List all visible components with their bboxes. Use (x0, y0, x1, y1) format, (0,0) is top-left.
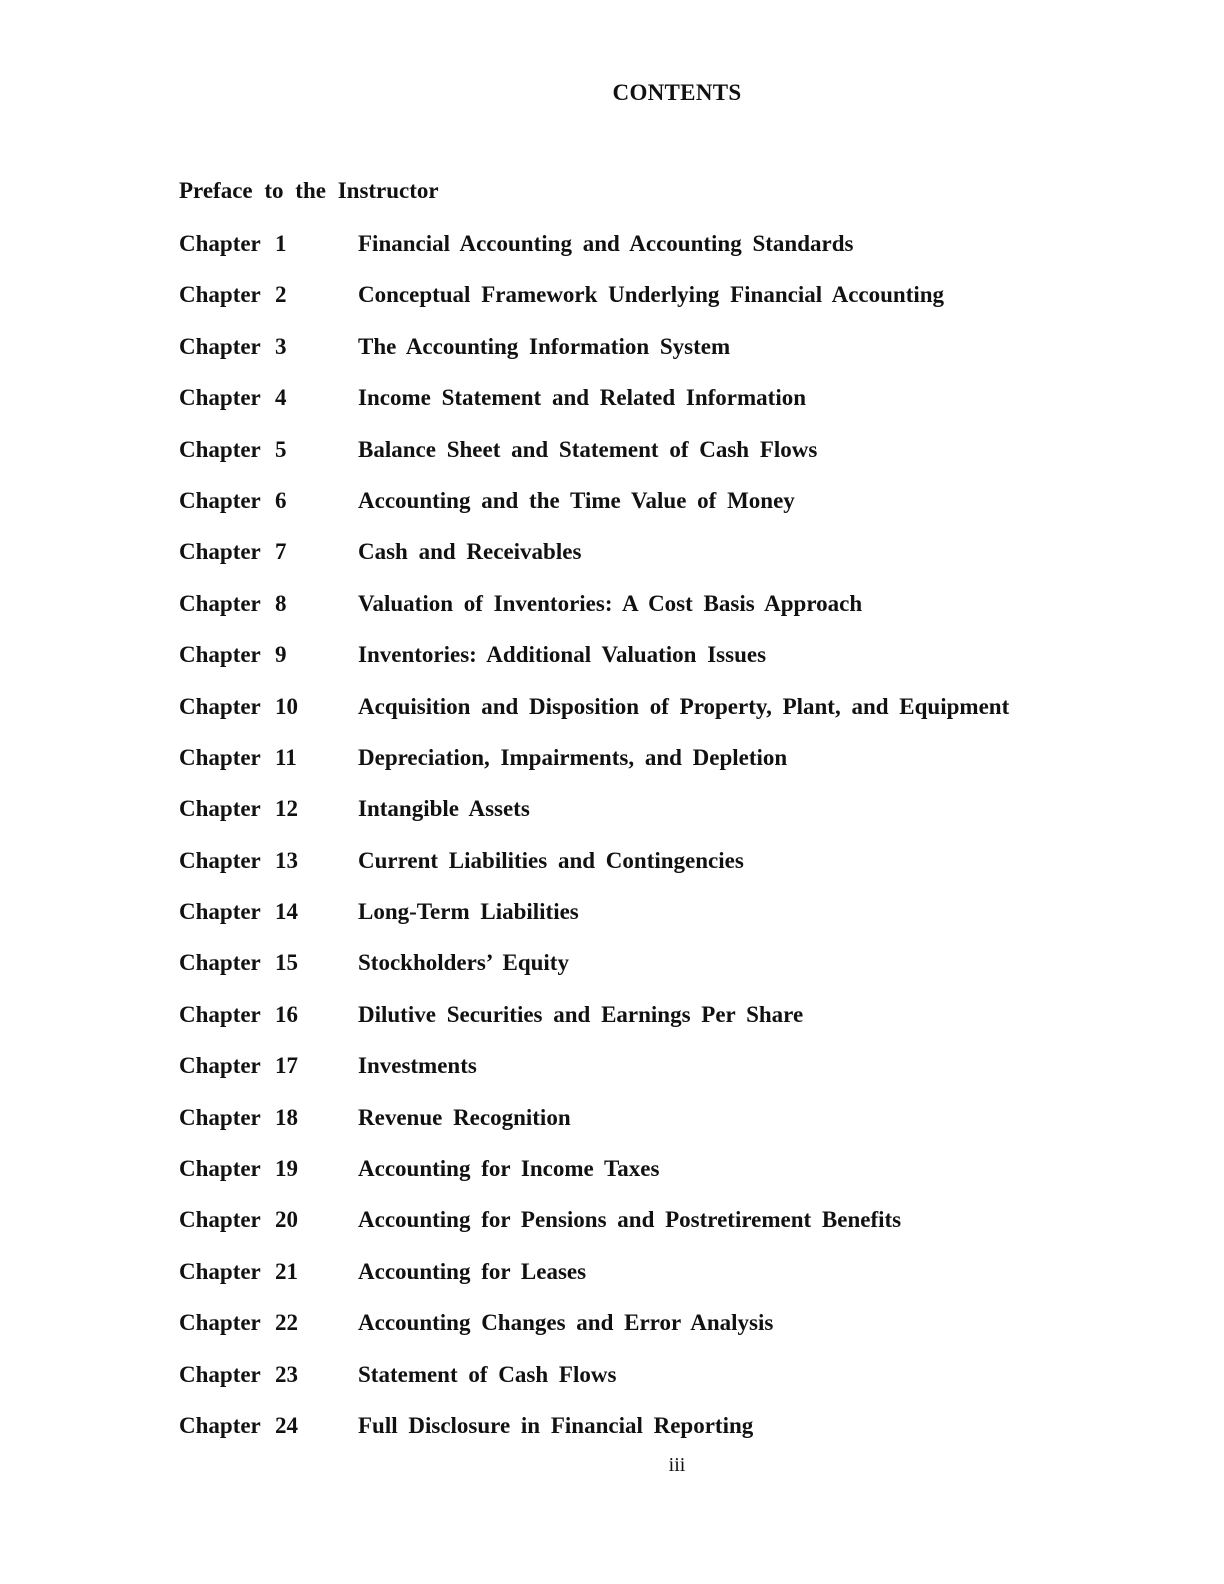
chapter-number: 19 (275, 1156, 298, 1182)
chapter-title: Revenue Recognition (358, 1104, 571, 1130)
toc-entry (179, 488, 1179, 539)
chapter-title: Inventories: Additional Valuation Issues (358, 642, 767, 668)
chapter-number: 1 (275, 231, 287, 256)
table-of-contents (179, 231, 1179, 1464)
chapter-label: Chapter (179, 642, 261, 668)
toc-entry (179, 1156, 1179, 1207)
toc-entry (179, 1105, 1179, 1156)
chapter-label: Chapter (179, 1258, 261, 1284)
chapter-title: Depreciation, Impairments, and Depletion (358, 744, 788, 770)
toc-entry (179, 950, 1179, 1001)
chapter-number: 10 (275, 693, 298, 719)
toc-entry (179, 796, 1179, 847)
chapter-number: 20 (275, 1207, 298, 1233)
chapter-number: 15 (275, 950, 298, 976)
chapter-label: Chapter (179, 950, 261, 976)
toc-entry (179, 694, 1179, 745)
page-title: CONTENTS (612, 80, 742, 105)
chapter-label: Chapter (179, 590, 261, 616)
toc-entry (179, 385, 1179, 436)
chapter-number: 22 (275, 1310, 298, 1336)
toc-entry (179, 282, 1179, 333)
toc-entry (179, 1207, 1179, 1258)
chapter-title: Accounting Changes and Error Analysis (358, 1310, 774, 1336)
chapter-label: Chapter (179, 693, 261, 719)
chapter-title: Acquisition and Disposition of Property, Plant, and Equipment (358, 693, 1010, 719)
chapter-label: Chapter (179, 1156, 261, 1182)
chapter-title: Long-Term Liabilities (358, 899, 579, 925)
chapter-title: Statement of Cash Flows (358, 1361, 617, 1387)
chapter-title: Balance Sheet and Statement of Cash Flows (358, 436, 818, 462)
chapter-number: 17 (275, 1053, 298, 1079)
chapter-label: Chapter (179, 282, 261, 308)
chapter-number: 5 (275, 436, 287, 462)
toc-entry (179, 745, 1179, 796)
chapter-number: 18 (275, 1104, 298, 1130)
chapter-number: 14 (275, 899, 298, 925)
chapter-title: Accounting and the Time Value of Money (358, 487, 795, 513)
chapter-number: 11 (275, 744, 297, 770)
chapter-label: Chapter (179, 1412, 261, 1438)
chapter-title: Dilutive Securities and Earnings Per Share (358, 1001, 804, 1027)
toc-entry (179, 1053, 1179, 1104)
chapter-title: Accounting for Income Taxes (358, 1156, 660, 1182)
chapter-number: 3 (275, 333, 287, 359)
chapter-number: 2 (275, 282, 287, 308)
chapter-label: Chapter (179, 1053, 261, 1079)
toc-entry (179, 848, 1179, 899)
chapter-label: Chapter (179, 231, 261, 256)
page-number: iii (668, 1454, 686, 1476)
toc-entry (179, 334, 1179, 385)
toc-entry (179, 1002, 1179, 1053)
chapter-label: Chapter (179, 1310, 261, 1336)
toc-entry (179, 539, 1179, 590)
chapter-number: 13 (275, 847, 298, 873)
toc-entry (179, 1310, 1179, 1361)
chapter-title: Intangible Assets (358, 796, 530, 822)
chapter-number: 23 (275, 1361, 298, 1387)
chapter-title: Current Liabilities and Contingencies (358, 847, 744, 873)
chapter-number: 4 (275, 385, 287, 411)
chapter-title: Accounting for Leases (358, 1258, 587, 1284)
toc-entry (179, 1259, 1179, 1310)
chapter-number: 24 (275, 1412, 298, 1438)
chapter-label: Chapter (179, 847, 261, 873)
toc-entry (179, 899, 1179, 950)
toc-entry (179, 1362, 1179, 1413)
chapter-title: Stockholders’ Equity (358, 950, 569, 976)
toc-entry (179, 591, 1179, 642)
toc-entry (179, 642, 1179, 693)
chapter-label: Chapter (179, 1104, 261, 1130)
chapter-number: 7 (275, 539, 287, 565)
chapter-number: 12 (275, 796, 298, 822)
chapter-title: The Accounting Information System (358, 333, 731, 359)
chapter-label: Chapter (179, 744, 261, 770)
chapter-title: Cash and Receivables (358, 539, 582, 565)
chapter-label: Chapter (179, 385, 261, 411)
toc-entry (179, 437, 1179, 488)
chapter-title: Accounting for Pensions and Postretirement Benefits (358, 1207, 902, 1233)
chapter-label: Chapter (179, 436, 261, 462)
chapter-number: 9 (275, 642, 287, 668)
chapter-number: 16 (275, 1001, 298, 1027)
chapter-title: Financial Accounting and Accounting Standards (358, 231, 854, 256)
chapter-title: Conceptual Framework Underlying Financial Accounting (358, 282, 945, 308)
chapter-label: Chapter (179, 1207, 261, 1233)
chapter-number: 21 (275, 1258, 298, 1284)
chapter-title: Full Disclosure in Financial Reporting (358, 1412, 754, 1438)
toc-entry (179, 231, 1179, 282)
chapter-label: Chapter (179, 333, 261, 359)
chapter-number: 8 (275, 590, 287, 616)
chapter-number: 6 (275, 487, 287, 513)
chapter-label: Chapter (179, 1361, 261, 1387)
chapter-label: Chapter (179, 539, 261, 565)
chapter-title: Valuation of Inventories: A Cost Basis Approach (358, 590, 863, 616)
chapter-title: Investments (358, 1053, 477, 1079)
chapter-label: Chapter (179, 487, 261, 513)
preface-entry: Preface to the Instructor (179, 178, 439, 203)
chapter-title: Income Statement and Related Information (358, 385, 807, 411)
chapter-label: Chapter (179, 899, 261, 925)
chapter-label: Chapter (179, 1001, 261, 1027)
chapter-label: Chapter (179, 796, 261, 822)
